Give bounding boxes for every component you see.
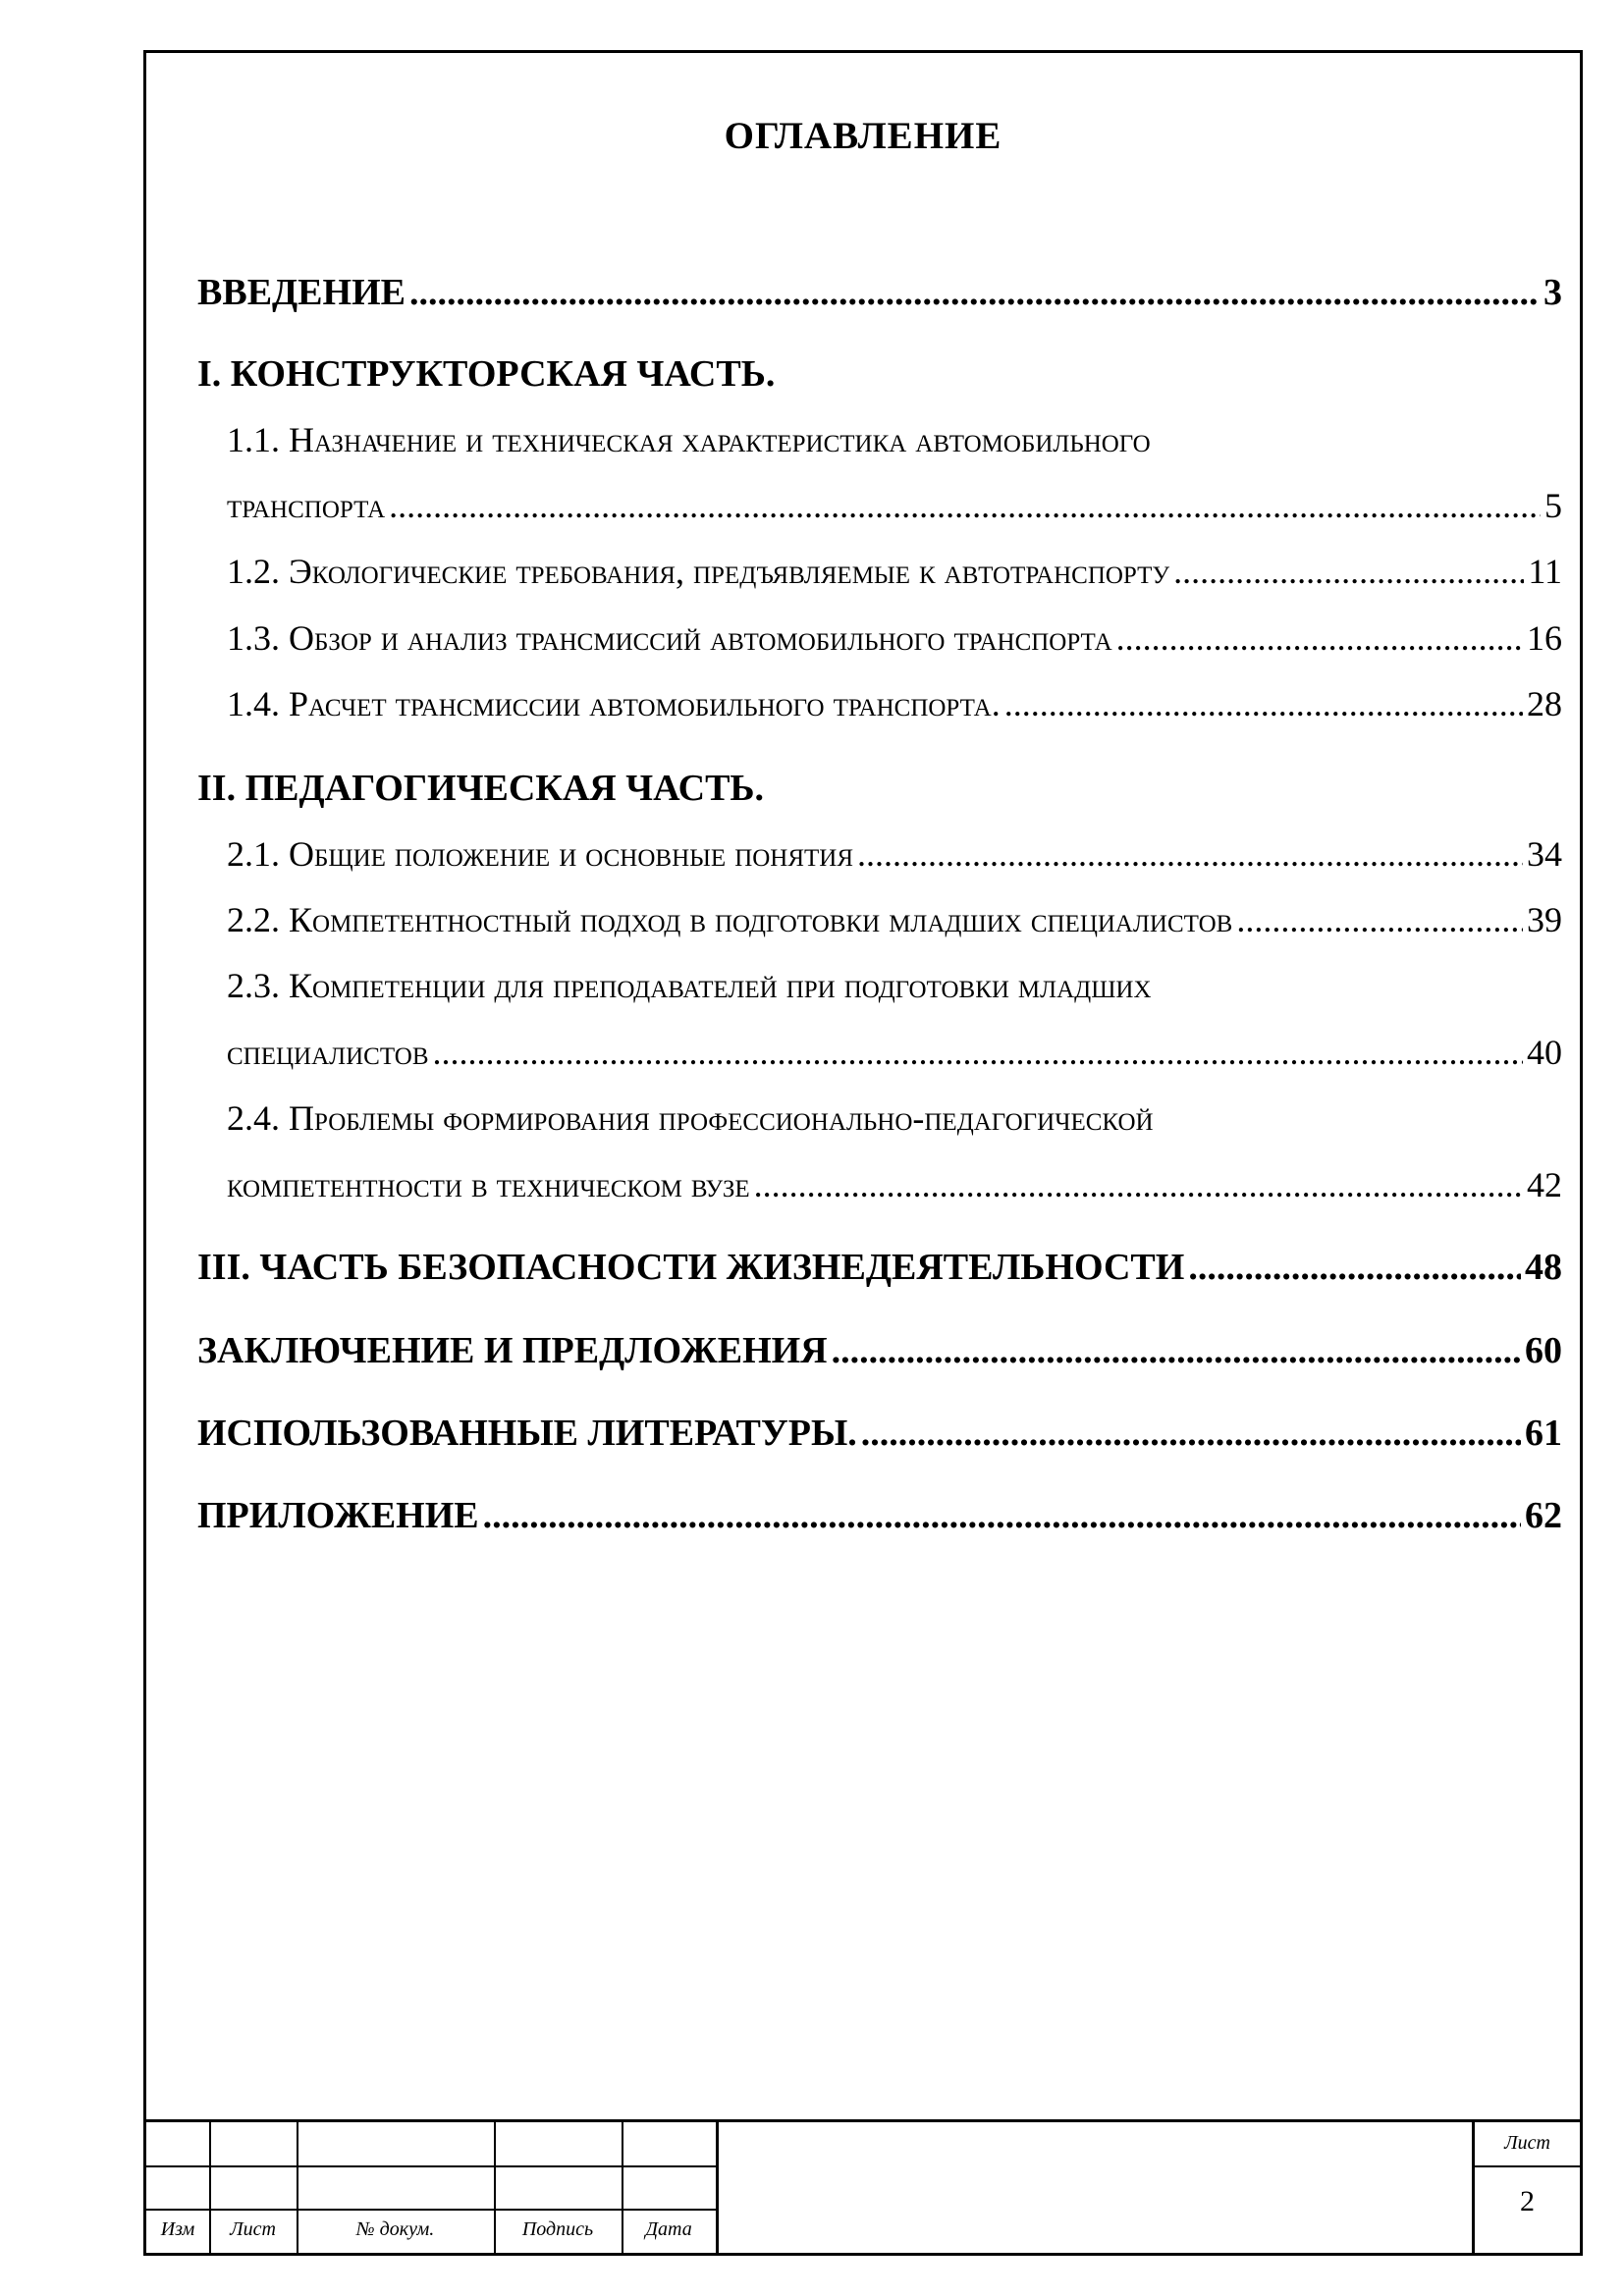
stamp-line bbox=[146, 2165, 716, 2167]
toc-entry-label: 2.2. Компетентностный подход в подготовки младших специалистов bbox=[227, 900, 1233, 939]
dot-leader bbox=[754, 1164, 1523, 1205]
toc-entry-1-3[interactable] bbox=[197, 617, 1562, 659]
dot-leader bbox=[1173, 551, 1524, 592]
dot-leader bbox=[389, 485, 1541, 526]
toc-entry-page: 62 bbox=[1525, 1495, 1562, 1536]
toc-entry-label: 2.4. Проблемы формирования профессионально-педагогической bbox=[227, 1098, 1154, 1138]
stamp-line bbox=[716, 2122, 719, 2253]
title-block-stamp bbox=[146, 2119, 1580, 2253]
toc-entry-page: 28 bbox=[1527, 684, 1562, 723]
toc-entry-2-3-cont[interactable] bbox=[197, 1032, 1562, 1073]
stamp-list: Лист bbox=[230, 2218, 276, 2240]
page-frame bbox=[143, 50, 1583, 2256]
toc-entry-label: 2.1. Общие положение и основные понятия bbox=[227, 834, 854, 874]
toc-entry-label: специалистов bbox=[227, 1033, 429, 1072]
toc-entry-appendix[interactable] bbox=[197, 1494, 1562, 1537]
toc-entry-2-3[interactable] bbox=[197, 965, 1562, 1006]
toc-entry-label: II. ПЕДАГОГИЧЕСКАЯ ЧАСТЬ. bbox=[197, 768, 765, 809]
toc-entry-label: 2.3. Компетенции для преподавателей при подготовки младших bbox=[227, 966, 1152, 1005]
toc-entry-label: ПРИЛОЖЕНИЕ bbox=[197, 1495, 479, 1536]
toc-entry-part-3[interactable] bbox=[197, 1246, 1562, 1289]
dot-leader bbox=[1116, 617, 1523, 659]
toc-entry-conclusion[interactable] bbox=[197, 1329, 1562, 1372]
toc-entry-label: III. ЧАСТЬ БЕЗОПАСНОСТИ ЖИЗНЕДЕЯТЕЛЬНОСТИ bbox=[197, 1247, 1185, 1288]
dot-leader bbox=[409, 271, 1540, 314]
stamp-date: Дата bbox=[645, 2218, 692, 2240]
toc-entry-page: 40 bbox=[1527, 1033, 1562, 1072]
toc-entry-2-4[interactable] bbox=[197, 1097, 1562, 1139]
stamp-sheet-number: 2 bbox=[1520, 2185, 1535, 2217]
toc-entry-label: 1.4. Расчет трансмиссии автомобильного транспорта. bbox=[227, 684, 1001, 723]
dot-leader bbox=[857, 833, 1523, 875]
toc-entry-label: ВВЕДЕНИЕ bbox=[197, 272, 406, 313]
toc-entry-page: 48 bbox=[1525, 1247, 1562, 1288]
dot-leader bbox=[483, 1494, 1521, 1537]
stamp-sheet-label: Лист bbox=[1504, 2132, 1550, 2154]
stamp-doc-number: № докум. bbox=[355, 2218, 435, 2240]
stamp-line bbox=[1472, 2165, 1583, 2167]
toc-entry-part-2[interactable] bbox=[197, 767, 1562, 810]
dot-leader bbox=[832, 1329, 1521, 1372]
toc-entry-1-4[interactable] bbox=[197, 683, 1562, 724]
toc-entry-label: ИСПОЛЬЗОВАННЫЕ ЛИТЕРАТУРЫ. bbox=[197, 1413, 857, 1454]
toc-entry-2-4-cont[interactable] bbox=[197, 1164, 1562, 1205]
toc-entry-label: компетентности в техническом вузе bbox=[227, 1165, 750, 1204]
toc-entry-page: 3 bbox=[1543, 272, 1562, 313]
toc-entry-page: 42 bbox=[1527, 1165, 1562, 1204]
stamp-line bbox=[146, 2209, 716, 2211]
dot-leader bbox=[1236, 899, 1523, 940]
toc-entry-page: 39 bbox=[1527, 900, 1562, 939]
toc-entry-2-2[interactable] bbox=[197, 899, 1562, 940]
toc-entry-page: 34 bbox=[1527, 834, 1562, 874]
dot-leader bbox=[1188, 1246, 1521, 1289]
toc-entry-1-2[interactable] bbox=[197, 551, 1562, 592]
dot-leader bbox=[1004, 683, 1523, 724]
toc-entry-page: 60 bbox=[1525, 1330, 1562, 1371]
dot-leader bbox=[861, 1412, 1521, 1455]
toc-entry-page: 16 bbox=[1527, 618, 1562, 658]
toc-entry-label: 1.1. Назначение и техническая характеристика автомобильного bbox=[227, 420, 1151, 459]
toc-entry-page: 5 bbox=[1544, 486, 1562, 525]
stamp-signature: Подпись bbox=[521, 2218, 594, 2240]
toc-entry-introduction[interactable] bbox=[197, 271, 1562, 314]
toc-entry-page: 61 bbox=[1525, 1413, 1562, 1454]
toc-entry-1-1-cont[interactable] bbox=[197, 485, 1562, 526]
stamp-izm: Изм bbox=[160, 2218, 195, 2240]
toc-entry-part-1[interactable] bbox=[197, 352, 1562, 396]
toc-entry-1-1[interactable] bbox=[197, 419, 1562, 460]
toc-entry-label: 1.2. Экологические требования, предъявляемые к автотранспорту bbox=[227, 552, 1170, 591]
toc-entry-label: 1.3. Обзор и анализ трансмиссий автомобильного транспорта bbox=[227, 618, 1112, 658]
toc-entry-label: I. КОНСТРУКТОРСКАЯ ЧАСТЬ. bbox=[197, 353, 776, 395]
toc-title: ОГЛАВЛЕНИЕ bbox=[724, 115, 1002, 157]
dot-leader bbox=[433, 1032, 1523, 1073]
toc-entry-2-1[interactable] bbox=[197, 833, 1562, 875]
toc-entry-literature[interactable] bbox=[197, 1412, 1562, 1455]
toc-entry-label: транспорта bbox=[227, 486, 386, 525]
toc-entry-page: 11 bbox=[1528, 552, 1562, 591]
toc-entry-label: ЗАКЛЮЧЕНИЕ И ПРЕДЛОЖЕНИЯ bbox=[197, 1330, 828, 1371]
